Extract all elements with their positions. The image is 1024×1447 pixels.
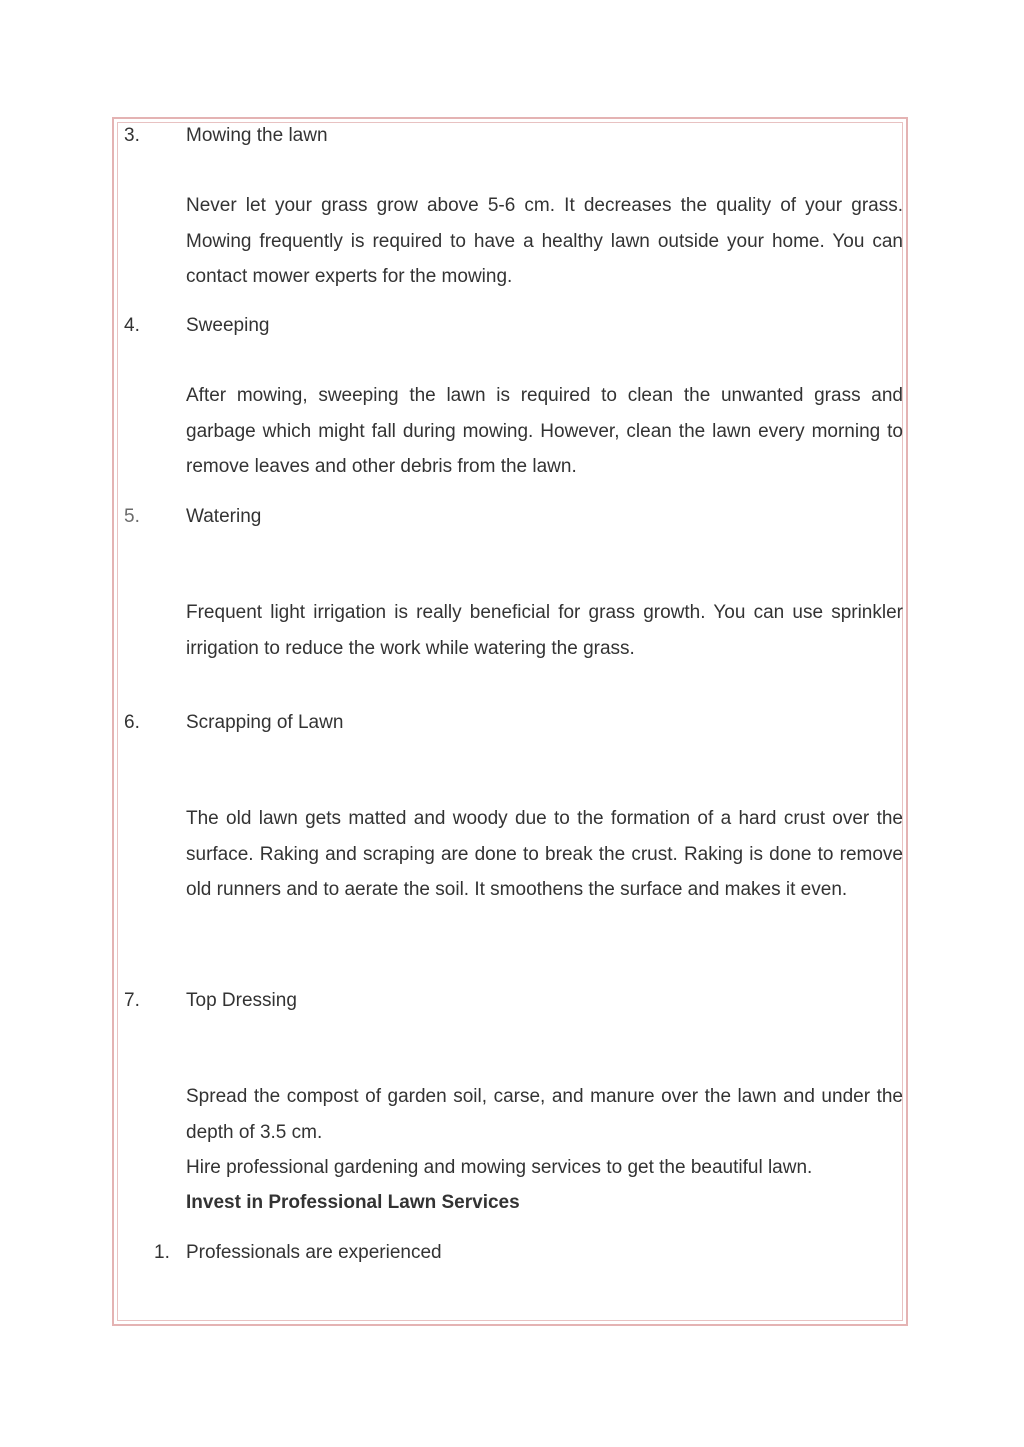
section-number: 5. <box>124 506 140 527</box>
closing-line: Hire professional gardening and mowing services to get the beautiful lawn. <box>186 1157 813 1178</box>
section-heading: Top Dressing <box>186 990 297 1011</box>
section-paragraph: The old lawn gets matted and woody due to the formation of a hard crust over the surface. Raking and scraping are done to break the crust. Raking is done to remove old runners and to aerate the soil. It smoothens the surface and makes it even. <box>186 808 903 900</box>
section-number: 6. <box>124 712 140 733</box>
section-paragraph: After mowing, sweeping the lawn is required to clean the unwanted grass and garbage which might fall during mowing. However, clean the lawn every morning to remove leaves and other debris from the lawn. <box>186 385 903 477</box>
section-heading: Sweeping <box>186 315 270 336</box>
section-number: 4. <box>124 315 140 336</box>
subheading: Invest in Professional Lawn Services <box>186 1192 520 1213</box>
section-number: 7. <box>124 990 140 1011</box>
section-heading: Scrapping of Lawn <box>186 712 344 733</box>
section-number: 3. <box>124 125 140 146</box>
section-paragraph: Never let your grass grow above 5-6 cm. It decreases the quality of your grass. Mowing frequently is required to have a healthy lawn outside your home. You can contact mower experts for the mowing. <box>186 195 903 287</box>
list-item-number: 1. <box>154 1242 170 1263</box>
list-item-text: Professionals are experienced <box>186 1242 442 1263</box>
section-heading: Watering <box>186 506 262 527</box>
section-heading: Mowing the lawn <box>186 125 328 146</box>
section-paragraph: Spread the compost of garden soil, carse, and manure over the lawn and under the depth of 3.5 cm. <box>186 1086 903 1143</box>
section-paragraph: Frequent light irrigation is really beneficial for grass growth. You can use sprinkler irrigation to reduce the work while watering the grass. <box>186 602 903 659</box>
